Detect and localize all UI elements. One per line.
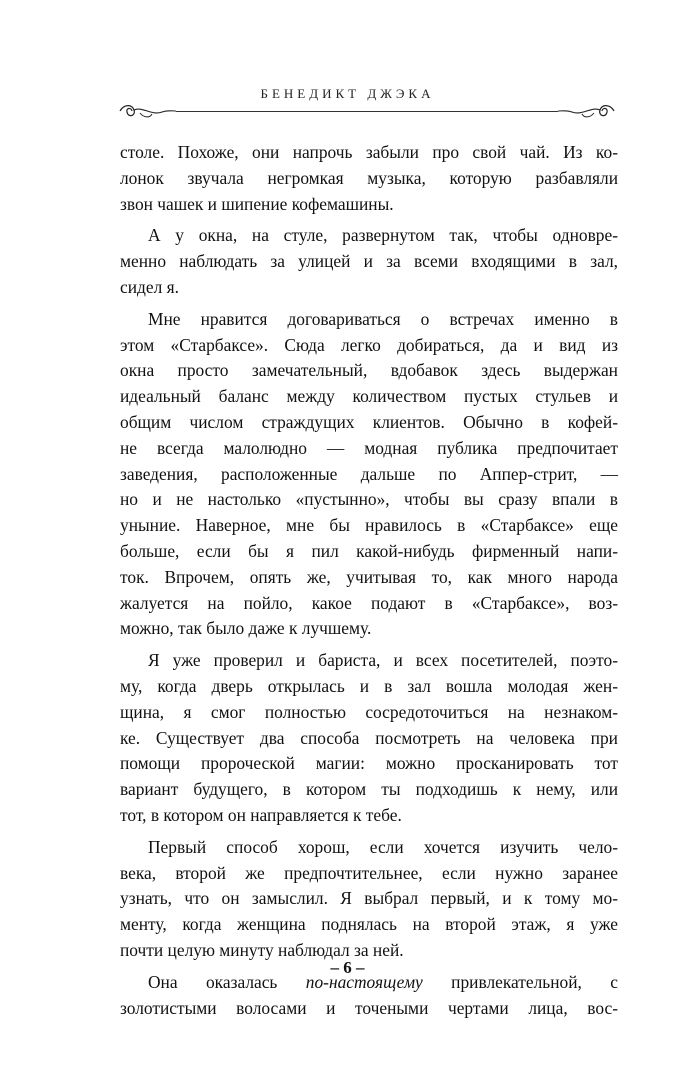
- text-line: можно, так было даже к лучшему.: [120, 618, 372, 639]
- text-line: лонок звучала негромкая музыка, которую разбавляли: [120, 167, 618, 188]
- text-line: [120, 996, 618, 1022]
- page-number: – 6 –: [330, 958, 365, 977]
- text-run: Она оказалась: [148, 971, 306, 992]
- header-rule: [176, 111, 558, 112]
- text-line: помощи пророческой магии: можно просканировать тот: [120, 753, 618, 774]
- paragraph: [120, 140, 618, 217]
- text-line: века, второй же предпочтительнее, если нужно заранее: [120, 862, 618, 883]
- text-run: привлекательной, с: [422, 971, 618, 992]
- text-line: этом «Старбаксе». Сюда легко добираться, да и вид из: [120, 334, 618, 355]
- text-line: ток. Впрочем, опять же, учитывая то, как много народа: [120, 566, 618, 587]
- text-line: Первый способ хорош, если хочется изучить чело-: [148, 836, 618, 857]
- text-line: Я уже проверил и бариста, и всех посетителей, поэто-: [148, 650, 618, 671]
- flourish-ornament-icon: [118, 100, 176, 122]
- text-line: общим числом страждущих клиентов. Обычно в кофей-: [120, 411, 618, 432]
- text-line: менно наблюдать за улицей и за всеми входящими в зал,: [120, 251, 618, 272]
- paragraph: [120, 223, 618, 300]
- text-line: му, когда дверь открылась и в зал вошла молодая жен-: [120, 675, 618, 696]
- text-line: жалуется на пойло, какое подают в «Старбаксе», воз-: [120, 592, 618, 613]
- text-line: не всегда малолюдно — модная публика предпочитает: [120, 437, 618, 458]
- text-line: идеальный баланс между количеством пустых стульев и: [120, 386, 618, 407]
- text-line: менту, когда женщина поднялась на второй этаж, я уже: [120, 914, 618, 935]
- emphasis-text: по-настоящему: [305, 971, 423, 992]
- text-line: почти целую минуту наблюдал за ней.: [120, 939, 404, 960]
- text-line: столе. Похоже, они напрочь забыли про свой чай. Из ко-: [120, 142, 618, 162]
- text-line: но и не настолько «пустынно», чтобы вы сразу впали в: [120, 489, 618, 510]
- paragraph: [120, 648, 618, 829]
- paragraph: [120, 835, 618, 964]
- running-head-author: БЕНЕДИКТ ДЖЭКА: [260, 86, 435, 101]
- running-header: [0, 86, 695, 122]
- body-text: [120, 140, 618, 1021]
- text-line: тот, в котором он направляется к тебе.: [120, 804, 402, 825]
- flourish-ornament-icon: [558, 100, 616, 122]
- paragraph: [120, 307, 618, 642]
- text-line: вариант будущего, в котором ты подходишь к нему, или: [120, 779, 618, 800]
- text-line: ке. Существует два способа посмотреть на человека при: [120, 727, 618, 748]
- text-line: Мне нравится договариваться о встречах именно в: [148, 308, 618, 329]
- text-line: больше, если бы я пил какой-нибудь фирменный напи-: [120, 540, 618, 561]
- text-run: золотистыми волосами и точеными чертами лица, вос-: [120, 997, 618, 1018]
- text-line: А у окна, на стуле, развернутом так, чтобы одновре-: [148, 225, 618, 246]
- text-line: звон чашек и шипение кофемашины.: [120, 193, 394, 214]
- text-line: щина, я смог полностью сосредоточиться на незнаком-: [120, 701, 618, 722]
- text-line: заведения, расположенные дальше по Аппер-стрит, —: [120, 463, 618, 484]
- text-line: уныние. Наверное, мне бы нравилось в «Старбаксе» еще: [120, 515, 618, 536]
- text-line: узнать, что он замыслил. Я выбрал первый, и к тому мо-: [120, 888, 618, 909]
- text-line: сидел я.: [120, 276, 179, 297]
- text-line: окна просто замечательный, вдобавок здесь выдержан: [120, 360, 618, 381]
